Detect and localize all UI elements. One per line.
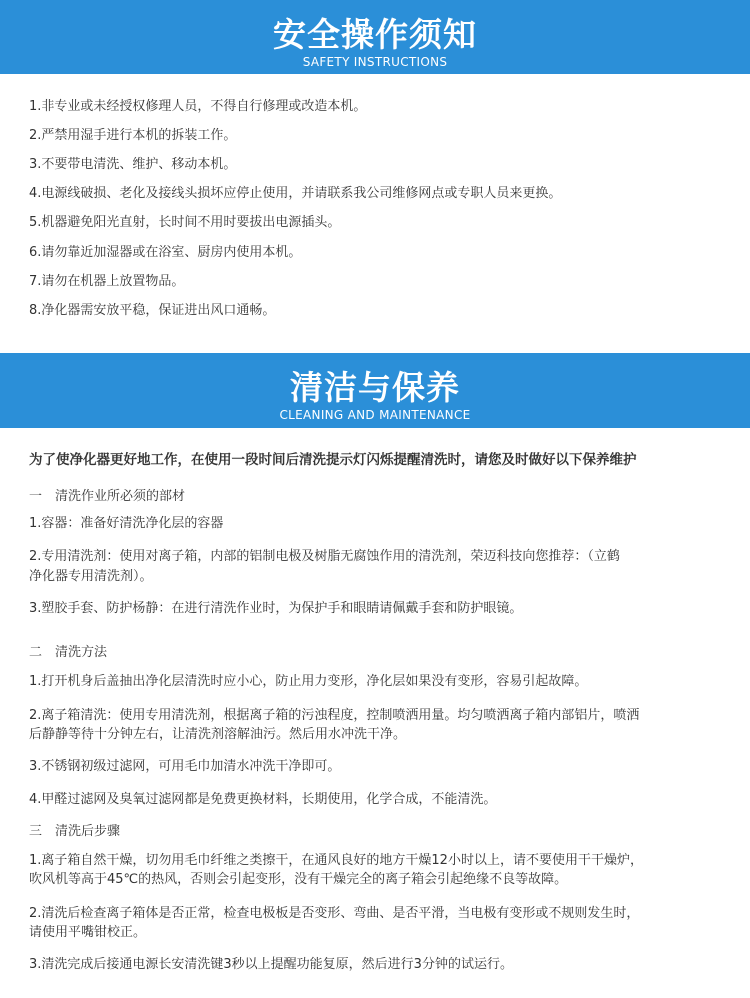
section-heading: 一 清洗作业所必须的部材 bbox=[29, 489, 186, 504]
list-item: 2.离子箱清洗：使用专用清洗剂，根据离子箱的污浊程度，控制喷洒用量。均匀喷洒离子箱内部铝片，喷洒 bbox=[29, 708, 640, 723]
list-item: 1.打开机身后盖抽出净化层清洗时应小心，防止用力变形，净化层如果没有变形，容易引起故障。 bbox=[29, 674, 588, 689]
safety-item: 8.净化器需安放平稳，保证进出风口通畅。 bbox=[29, 303, 276, 318]
list-item: 3.塑胶手套、防护杨静：在进行清洗作业时，为保护手和眼睛请佩戴手套和防护眼镜。 bbox=[29, 601, 523, 616]
safety-subtitle: SAFETY INSTRUCTIONS bbox=[302, 55, 448, 69]
safety-item: 7.请勿在机器上放置物品。 bbox=[29, 274, 185, 289]
cleaning-subtitle: CLEANING AND MAINTENANCE bbox=[279, 408, 471, 422]
list-item: 1.离子箱自然干燥，切勿用毛巾纤维之类擦干，在通风良好的地方干燥12小时以上，请不要使用干干燥炉， bbox=[29, 853, 643, 868]
safety-item: 4.电源线破损、老化及接线头损坏应停止使用，并请联系我公司维修网点或专职人员来更换。 bbox=[29, 186, 562, 201]
section-heading: 二 清洗方法 bbox=[29, 645, 108, 660]
list-item-continued: 净化器专用清洗剂）。 bbox=[29, 569, 153, 584]
list-item-continued: 后静静等待十分钟左右，让清洗剂溶解油污。然后用水冲洗干净。 bbox=[29, 727, 407, 742]
cleaning-intro: 为了使净化器更好地工作，在使用一段时间后清洗提示灯闪烁提醒清洗时，请您及时做好以下保养维护 bbox=[29, 452, 637, 468]
list-item: 1.容器：准备好清洗净化层的容器 bbox=[29, 516, 224, 531]
safety-item: 5.机器避免阳光直射，长时间不用时要拔出电源插头。 bbox=[29, 215, 341, 230]
list-item-continued: 请使用平嘴钳校正。 bbox=[29, 925, 147, 940]
safety-item: 2.严禁用湿手进行本机的拆装工作。 bbox=[29, 128, 237, 143]
list-item: 3.清洗完成后接通电源长安清洗键3秒以上提醒功能复原，然后进行3分钟的试运行。 bbox=[29, 957, 513, 972]
safety-header bbox=[0, 0, 750, 74]
list-item: 4.甲醛过滤网及臭氧过滤网都是免费更换材料，长期使用，化学合成，不能清洗。 bbox=[29, 792, 497, 807]
list-item-continued: 吹风机等高于45℃的热风，否则会引起变形，没有干燥完全的离子箱会引起绝缘不良等故障。 bbox=[29, 872, 568, 887]
cleaning-title: 清洁与保养 bbox=[290, 368, 460, 407]
cleaning-header bbox=[0, 353, 750, 428]
safety-item: 1.非专业或未经授权修理人员，不得自行修理或改造本机。 bbox=[29, 99, 367, 114]
safety-item: 3.不要带电清洗、维护、移动本机。 bbox=[29, 157, 237, 172]
list-item: 3.不锈钢初级过滤网，可用毛巾加清水冲洗干净即可。 bbox=[29, 759, 341, 774]
safety-item: 6.请勿靠近加湿器或在浴室、厨房内使用本机。 bbox=[29, 245, 302, 260]
safety-title: 安全操作须知 bbox=[273, 15, 477, 54]
list-item: 2.清洗后检查离子箱体是否正常，检查电极板是否变形、弯曲、是否平滑，当电极有变形或不规则发生时， bbox=[29, 906, 640, 921]
list-item: 2.专用清洗剂：使用对离子箱，内部的铝制电极及树脂无腐蚀作用的清洗剂，荣迈科技向您推荐：（立鹤 bbox=[29, 549, 620, 564]
section-heading: 三 清洗后步骤 bbox=[29, 824, 121, 839]
